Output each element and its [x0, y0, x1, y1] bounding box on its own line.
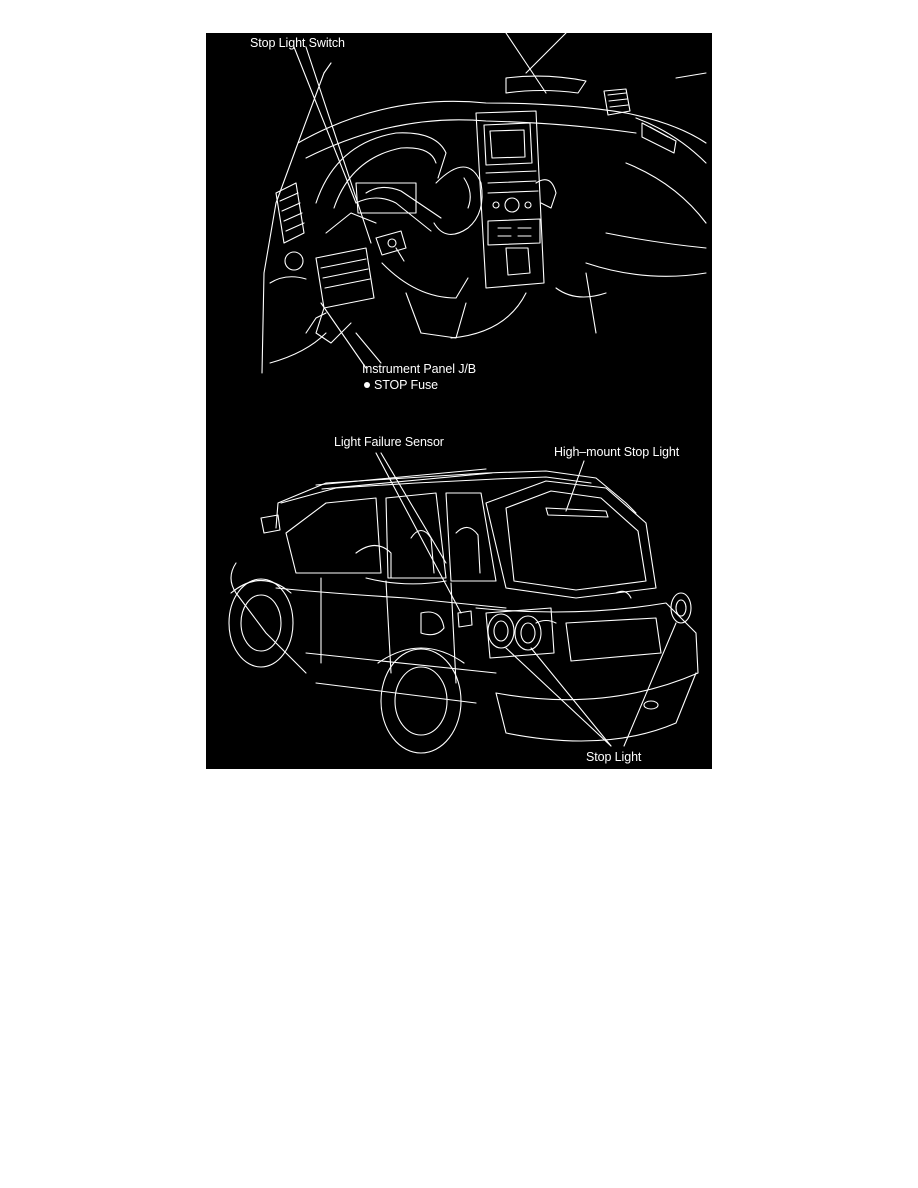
component-location-diagram — [206, 33, 712, 769]
high-mount-stop-light-label: High–mount Stop Light — [554, 445, 680, 459]
dashboard-illustration — [262, 33, 706, 373]
instrument-panel-jb-label: Instrument Panel J/B — [362, 362, 477, 376]
vehicle-line-art — [206, 33, 712, 769]
vehicle-illustration — [229, 453, 698, 753]
light-failure-sensor-label: Light Failure Sensor — [334, 435, 444, 449]
stop-light-label: Stop Light — [586, 750, 642, 764]
stop-light-switch-label: Stop Light Switch — [250, 36, 345, 50]
stop-fuse-text: STOP Fuse — [374, 378, 438, 392]
stop-fuse-label — [362, 378, 438, 393]
bullet-icon — [364, 382, 370, 388]
